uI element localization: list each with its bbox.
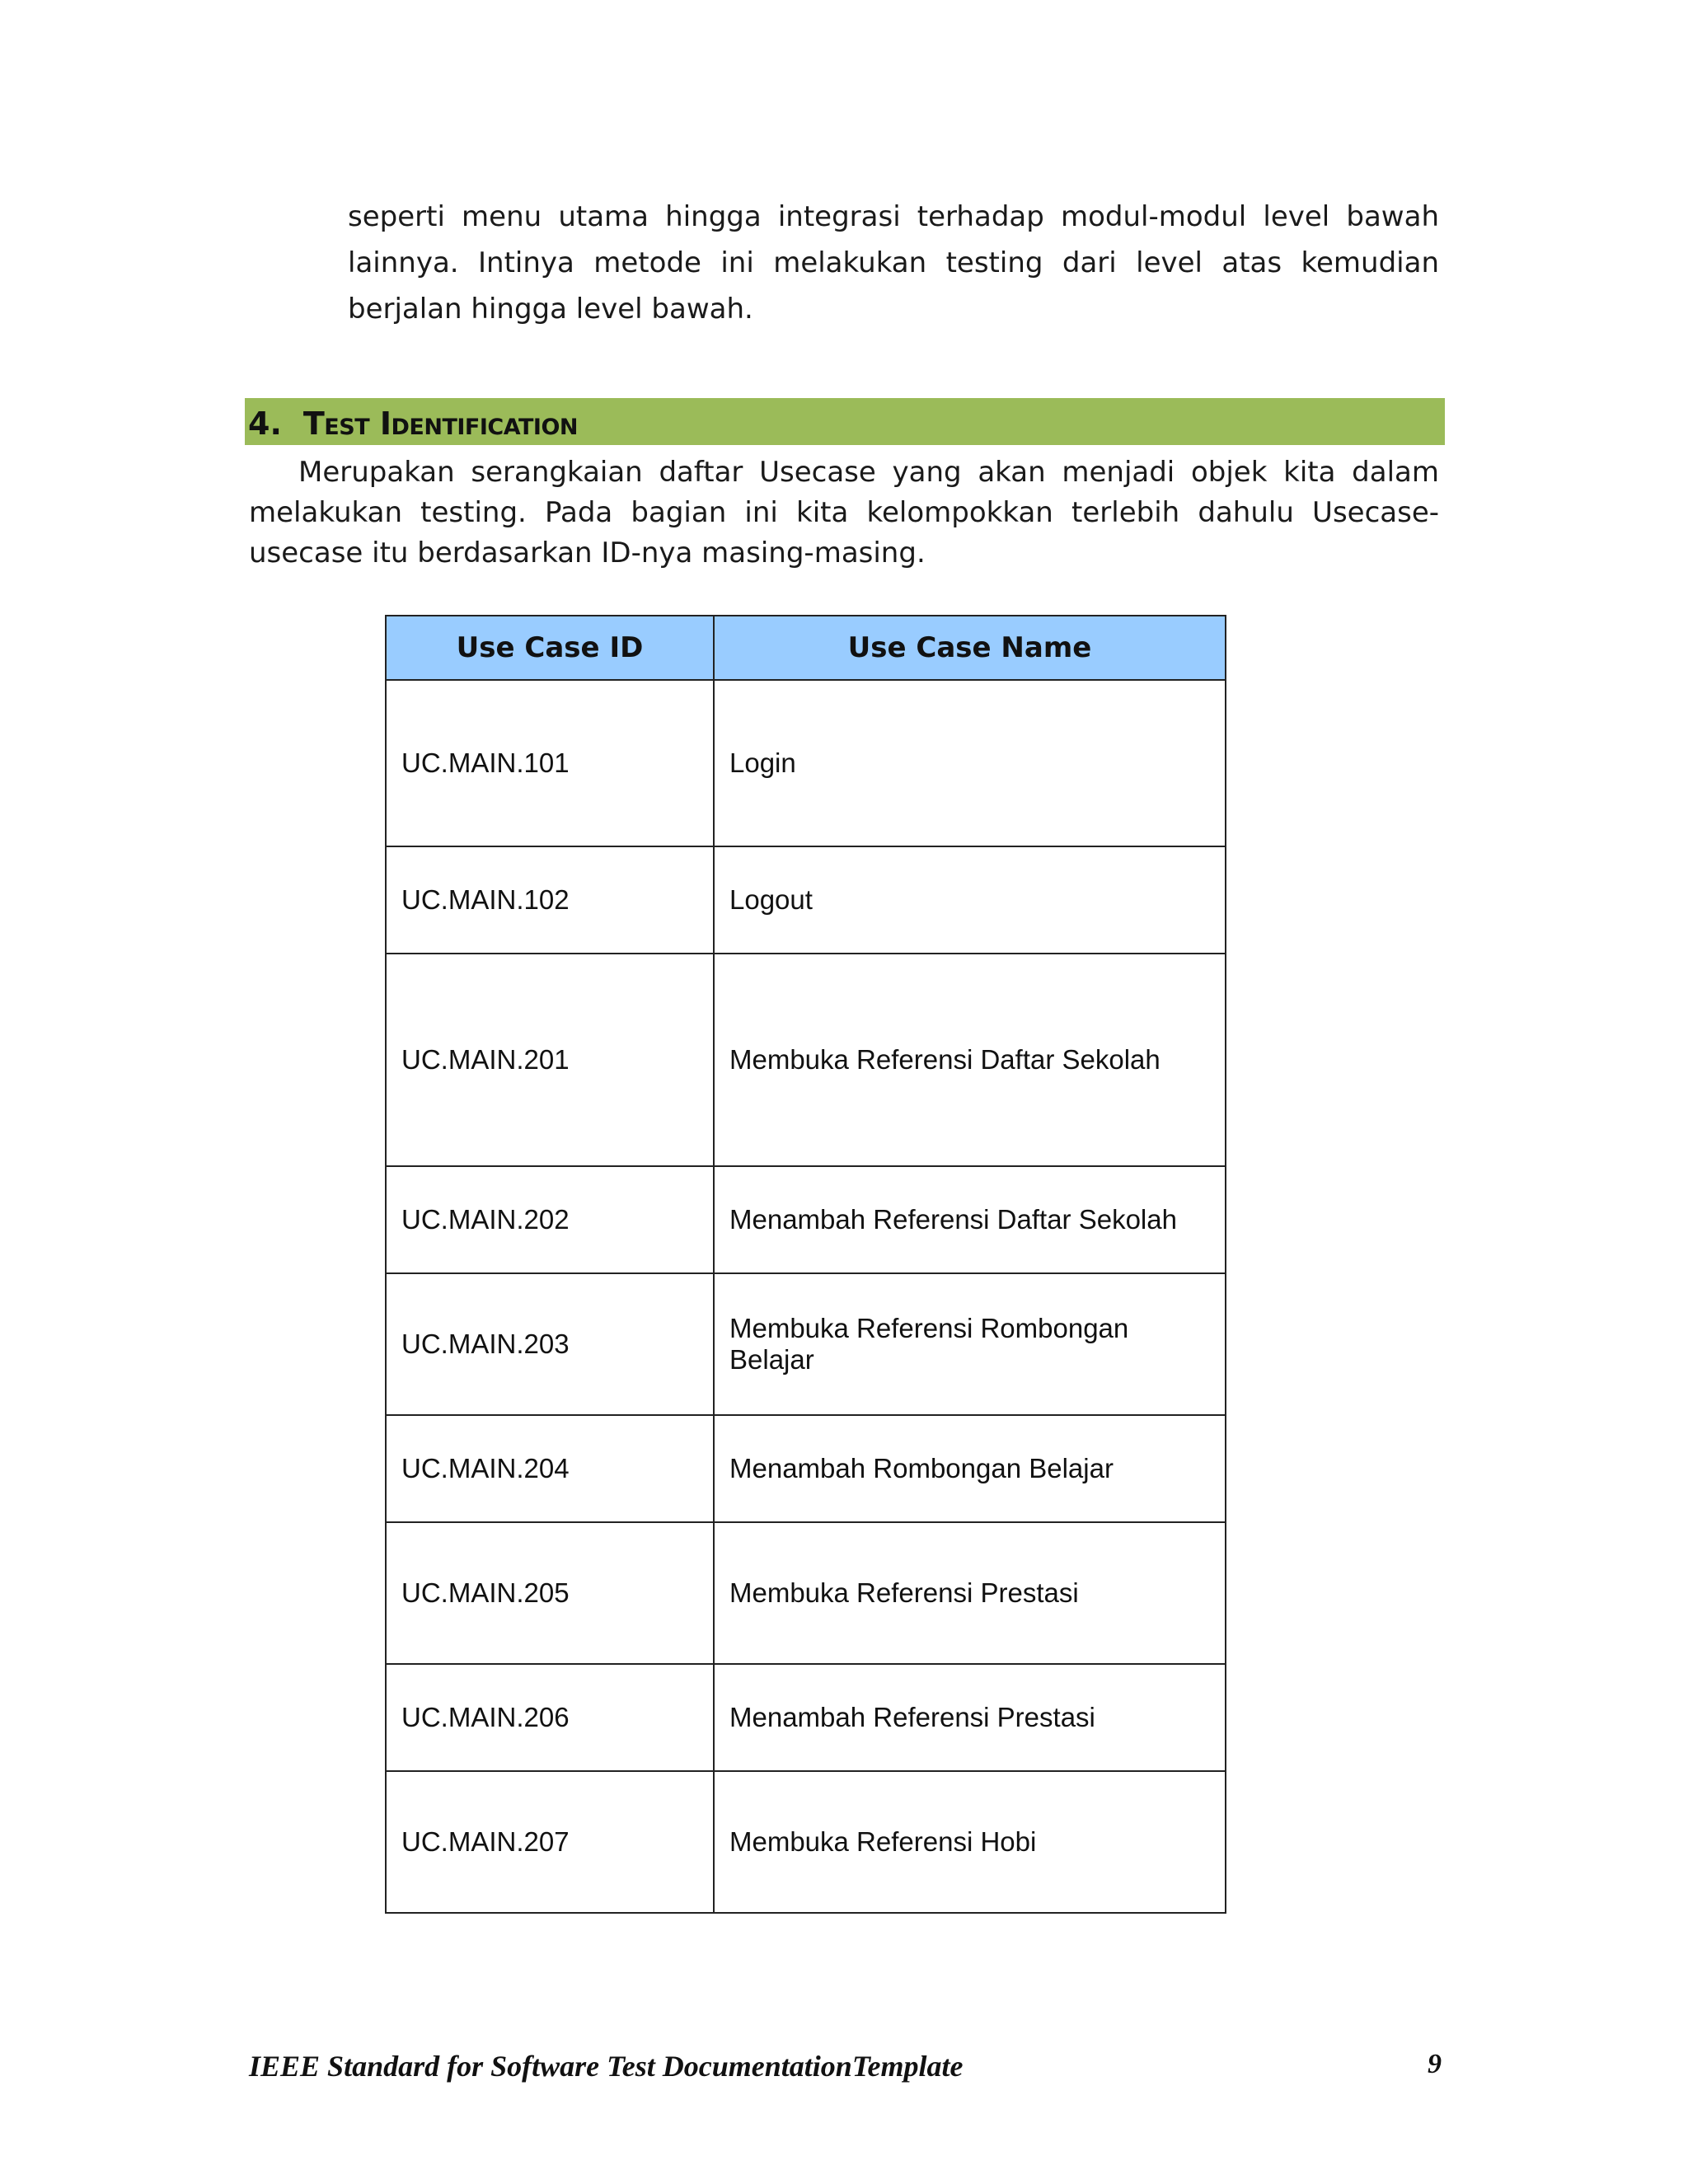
table-row [386,846,1226,954]
section-title: Test Identification [302,405,579,442]
table-header-row [386,616,1226,680]
page-number: 9 [1428,2049,1442,2079]
use-case-id-cell: UC.MAIN.102 [386,846,714,954]
table-row [386,954,1226,1166]
footer-title: IEEE Standard for Software Test DocumentationTemplate [249,2050,964,2083]
intro-paragraph: seperti menu utama hingga integrasi terhadap modul-modul level bawah lainnya. Intinya metode ini melakukan testing dari level atas kemudian berjalan hingga level bawah. [348,200,1439,326]
table-row [386,680,1226,846]
use-case-name-cell: Membuka Referensi Daftar Sekolah [714,954,1226,1166]
use-case-name-cell: Menambah Rombongan Belajar [714,1415,1226,1522]
use-case-id-cell: UC.MAIN.205 [386,1522,714,1664]
table-row [386,1415,1226,1522]
use-case-name-cell: Menambah Referensi Daftar Sekolah [714,1166,1226,1273]
use-case-id-cell: UC.MAIN.204 [386,1415,714,1522]
section-number: 4. [248,405,282,442]
use-case-id-cell: UC.MAIN.202 [386,1166,714,1273]
use-case-id-cell: UC.MAIN.207 [386,1771,714,1913]
use-case-name-cell: Membuka Referensi Hobi [714,1771,1226,1913]
use-case-id-cell: UC.MAIN.101 [386,680,714,846]
use-case-name-cell: Menambah Referensi Prestasi [714,1664,1226,1771]
use-case-name-cell: Login [714,680,1226,846]
table-row [386,1664,1226,1771]
use-case-name-cell: Membuka Referensi Rombongan Belajar [714,1273,1226,1415]
column-header-name: Use Case Name [714,616,1226,680]
use-case-id-cell: UC.MAIN.206 [386,1664,714,1771]
use-case-name-cell: Logout [714,846,1226,954]
table-row [386,1771,1226,1913]
table-row [386,1522,1226,1664]
column-header-id: Use Case ID [386,616,714,680]
use-case-name-cell: Membuka Referensi Prestasi [714,1522,1226,1664]
table-row [386,1166,1226,1273]
use-case-id-cell: UC.MAIN.203 [386,1273,714,1415]
table-row [386,1273,1226,1415]
use-case-table [385,615,1226,1914]
section-header [245,398,1445,445]
section-paragraph: Merupakan serangkaian daftar Usecase yang akan menjadi objek kita dalam melakukan testing. Pada bagian ini kita kelompokkan terlebih dahulu Usecase-usecase itu berdasarkan ID-nya masing-masing. [249,456,1439,569]
use-case-id-cell: UC.MAIN.201 [386,954,714,1166]
